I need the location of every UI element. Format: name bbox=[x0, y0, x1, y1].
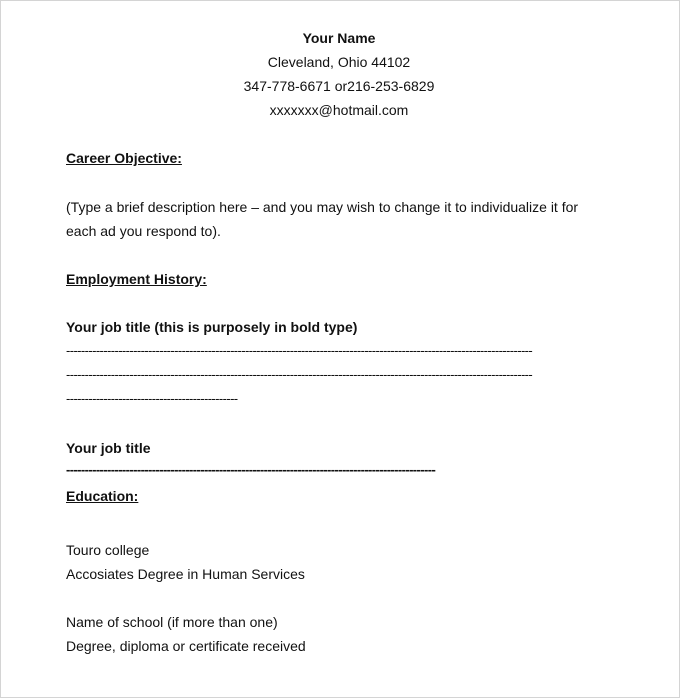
career-objective-text-line-1: (Type a brief description here – and you may wish to change it to individualize it for bbox=[66, 199, 579, 215]
resume-address: Cleveland, Ohio 44102 bbox=[267, 54, 411, 70]
career-objective-heading: Career Objective: bbox=[66, 150, 182, 166]
resume-name: Your Name bbox=[302, 30, 376, 46]
career-objective-text-line-2: each ad you respond to). bbox=[66, 223, 221, 239]
employment-history-heading: Employment History: bbox=[66, 271, 207, 287]
job-1-description-line-1: ----------------------------------------------------------------------------------------------------------------------------- bbox=[66, 344, 533, 358]
resume-phone: 347-778-6671 or216-253-6829 bbox=[243, 78, 435, 94]
education-school-1: Touro college bbox=[66, 542, 150, 558]
job-title-1: Your job title (this is purposely in bold type) bbox=[66, 319, 358, 335]
education-school-2: Name of school (if more than one) bbox=[66, 614, 278, 630]
job-2-description-line: --------------------------------------------------------------------------------------------------- bbox=[66, 463, 436, 477]
job-title-2: Your job title bbox=[66, 440, 151, 456]
job-1-description-line-3: ---------------------------------------------- bbox=[66, 392, 238, 406]
resume-email: xxxxxxx@hotmail.com bbox=[269, 102, 409, 118]
job-1-description-line-2: ----------------------------------------------------------------------------------------------------------------------------- bbox=[66, 368, 533, 382]
education-heading: Education: bbox=[66, 488, 139, 504]
education-degree-1: Accosiates Degree in Human Services bbox=[66, 566, 305, 582]
education-degree-2: Degree, diploma or certificate received bbox=[66, 638, 306, 654]
